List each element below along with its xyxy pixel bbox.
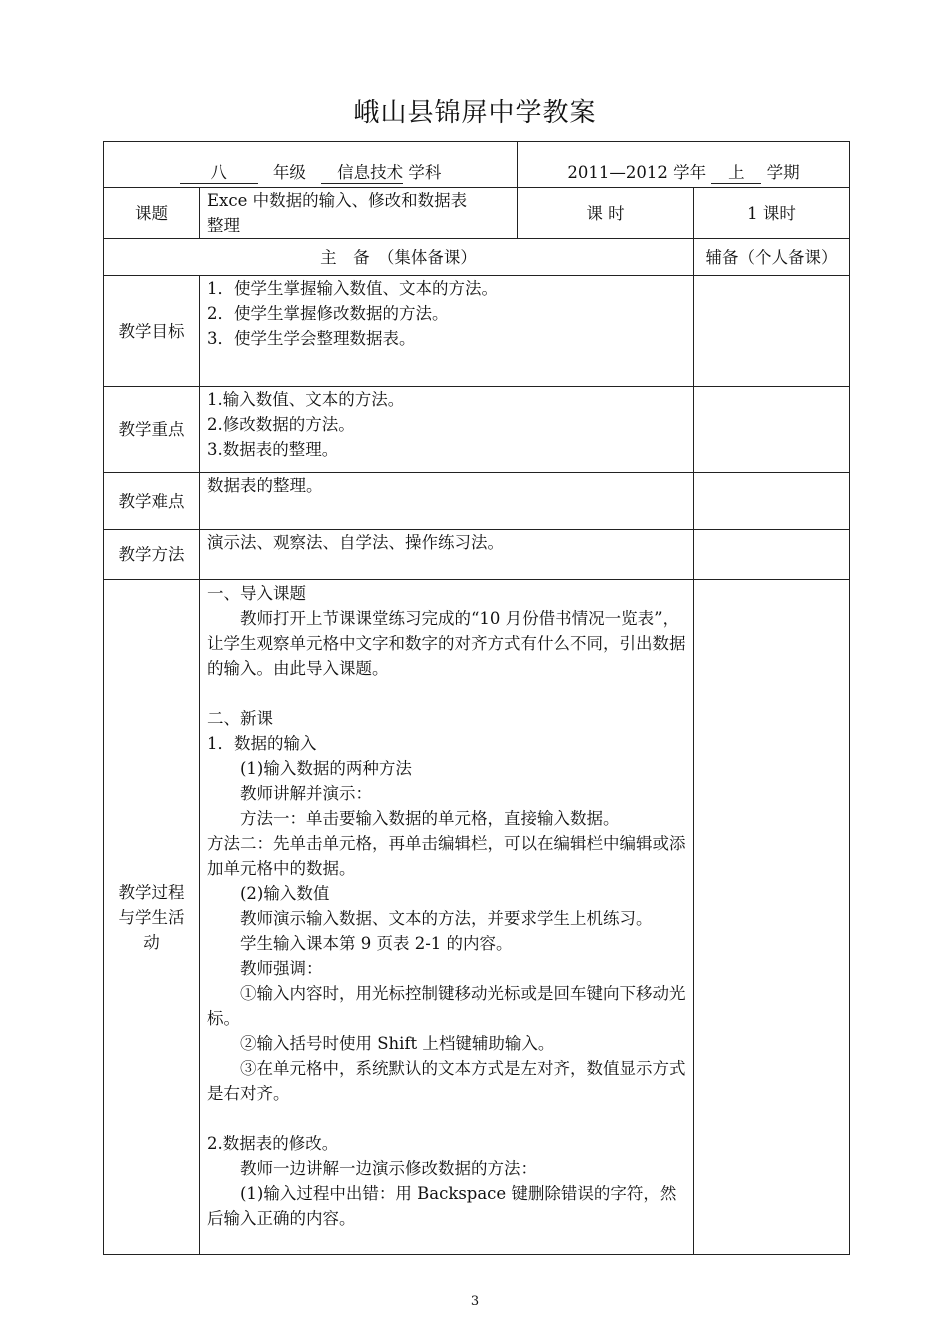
difficulty-row [104,473,850,530]
methods-label: 教学方法 [104,530,200,580]
process-label-line: 教学过程 [118,882,185,902]
process-paragraph: ③在单元格中，系统默认的文本方式是左对齐，数值显示方式是右对齐。 [207,1059,686,1103]
process-paragraph: (1)输入过程中出错：用 Backspace 键删除错误的字符，然后输入正确的内容。 [207,1184,677,1228]
difficulty-aux [694,473,850,530]
process-subheading: (2)输入数值 [240,884,330,903]
key-points-label: 教学重点 [104,387,200,473]
difficulty-content: 数据表的整理。 [200,473,694,530]
goals-label: 教学目标 [104,276,200,387]
grade-subject-cell [104,142,518,188]
process-label-line: 与学生活 [118,907,185,927]
goal-item: 3．使学生学会整理数据表。 [207,329,416,348]
process-content [200,580,694,1255]
methods-content: 演示法、观察法、自学法、操作练习法。 [200,530,694,580]
grade-label: 年级 [272,163,306,182]
aux-prep-header: 辅备（个人备课） [694,239,850,276]
topic-row [104,188,850,239]
term-label: 学期 [766,163,800,182]
key-points-content [200,387,694,473]
subject-value: 信息技术 [321,163,403,184]
process-paragraph: 教师讲解并演示： [240,784,372,803]
key-points-aux [694,387,850,473]
key-point-item: 3.数据表的整理。 [207,440,339,459]
term-cell [518,142,850,188]
process-label [104,580,200,1255]
lesson-plan-table [103,141,850,1255]
process-paragraph: 教师打开上节课课堂练习完成的“10 月份借书情况一览表”，让学生观察单元格中文字和数字的对齐方式有什么不同，引出数据的输入。由此导入课题。 [207,609,686,678]
goals-row [104,276,850,387]
header-row [104,142,850,188]
page-number: 3 [470,1294,480,1309]
process-paragraph: ①输入内容时，用光标控制键移动光标或是回车键向下移动光标。 [207,984,686,1028]
process-paragraph: ②输入括号时使用 Shift 上档键辅助输入。 [240,1034,555,1053]
section-header-row [104,239,850,276]
topic-value-cell [200,188,518,239]
key-points-row [104,387,850,473]
page-title: 峨山县锦屏中学教案 [353,98,597,128]
topic-label: 课题 [104,188,200,239]
process-subheading: 2.数据表的修改。 [207,1134,339,1153]
goals-aux [694,276,850,387]
process-aux [694,580,850,1255]
process-subheading: (1)输入数据的两种方法 [240,759,412,778]
process-label-line: 动 [143,932,160,952]
goal-item: 2．使学生掌握修改数据的方法。 [207,304,449,323]
process-subheading: 1．数据的输入 [207,734,317,753]
term-value: 上 [711,163,761,184]
goals-content [200,276,694,387]
topic-value-line1: Exce 中数据的输入、修改和数据表 [207,191,468,210]
process-paragraph: 教师演示输入数据、文本的方法，并要求学生上机练习。 [240,909,653,928]
key-point-item: 2.修改数据的方法。 [207,415,355,434]
process-paragraph: 学生输入课本第 9 页表 2-1 的内容。 [240,934,513,953]
blank-line [207,681,686,706]
process-paragraph: 教师一边讲解一边演示修改数据的方法： [240,1159,537,1178]
main-prep-header: 主 备 （集体备课） [104,239,694,276]
subject-label: 学科 [408,163,442,182]
methods-aux [694,530,850,580]
process-row [104,580,850,1255]
goal-item: 1．使学生掌握输入数值、文本的方法。 [207,279,498,298]
methods-row [104,530,850,580]
blank-line [207,1106,686,1131]
period-label: 课 时 [518,188,694,239]
school-year: 2011—2012 学年 [567,163,707,182]
process-paragraph: 教师强调： [240,959,323,978]
difficulty-label: 教学难点 [104,473,200,530]
process-paragraph: 方法二：先单击单元格，再单击编辑栏，可以在编辑栏中编辑或添加单元格中的数据。 [207,834,686,878]
grade-value: 八 [180,163,258,184]
process-heading: 二、新课 [207,709,273,728]
process-paragraph: 方法一：单击要输入数据的单元格，直接输入数据。 [240,809,620,828]
topic-value-line2: 整理 [207,216,240,235]
key-point-item: 1.输入数值、文本的方法。 [207,390,405,409]
process-heading: 一、导入课题 [207,584,306,603]
period-value: 1 课时 [694,188,850,239]
